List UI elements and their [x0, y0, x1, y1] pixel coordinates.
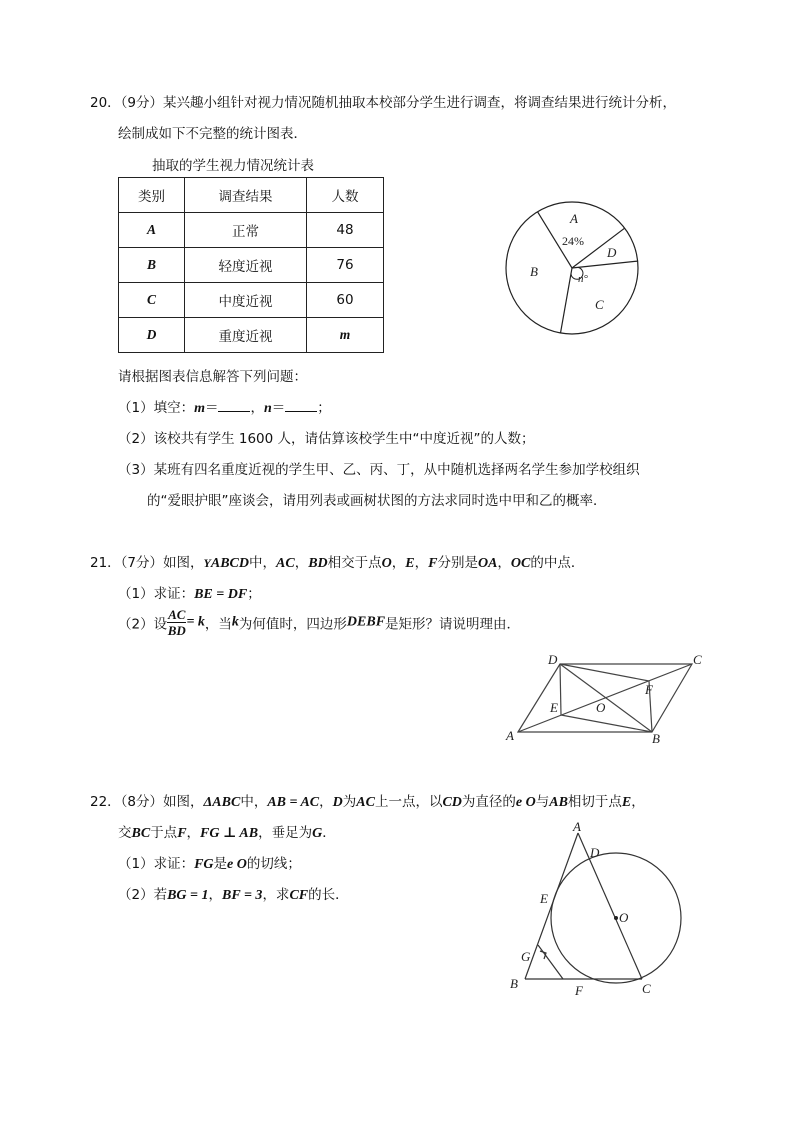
math: DEBF — [346, 614, 386, 630]
row-cat: A — [119, 213, 185, 248]
math: AC — [276, 556, 295, 571]
diagonal-bd — [560, 664, 652, 732]
q22-text: 中， — [240, 794, 268, 810]
math: BF = 3 — [222, 888, 263, 903]
q21-text: 为何值时，四边形 — [238, 616, 347, 633]
q21-text: ，当 — [204, 616, 232, 633]
pie-pct-a: 24% — [562, 234, 584, 248]
eq-sign: ＝ — [204, 400, 219, 416]
label-o: O — [619, 910, 629, 925]
q20-line2: 绘制成如下不完整的统计图表． — [118, 126, 307, 142]
q21-text: ； — [247, 586, 261, 602]
pie-label-d: D — [607, 245, 617, 260]
label-c: C — [693, 652, 702, 667]
q21-text: 相交于点 — [327, 555, 382, 571]
q21-text: ， — [414, 555, 429, 571]
q21-sub1 — [118, 582, 261, 603]
pie-label-n: n° — [578, 273, 588, 285]
blank-m[interactable] — [218, 399, 250, 412]
math: CD — [442, 795, 462, 810]
math: F — [428, 556, 438, 571]
table-header-row — [119, 178, 384, 213]
math: = k — [186, 614, 205, 630]
math: G — [312, 826, 323, 841]
label-f: F — [645, 682, 653, 697]
math: AC — [356, 795, 375, 810]
q21-text: 分别是 — [437, 555, 478, 571]
q20-sub3-line1: （3）某班有四名重度近视的学生甲、乙、丙、丁，从中随机选择两名学生参加学校组织 — [118, 462, 640, 478]
q22-text: ， — [208, 887, 223, 903]
q20-sub1 — [118, 396, 331, 417]
right-angle-mark — [540, 951, 546, 959]
q22-text: 22．（8分）如图， — [90, 794, 204, 810]
row-count: 60 — [307, 283, 384, 318]
q22-text: 的长． — [308, 887, 349, 903]
q22-sub1 — [118, 852, 301, 873]
row-count: 76 — [307, 248, 384, 283]
label-a: A — [573, 819, 581, 834]
pie-divider-dc — [572, 261, 638, 268]
row-result: 中度近视 — [185, 283, 307, 318]
parallelogram-symbol: Y — [203, 556, 211, 570]
math: D — [332, 795, 343, 810]
q21-text: （2）设 — [118, 616, 168, 633]
q20-line1: 20．（9分）某兴趣小组针对视力情况随机抽取本校部分学生进行调查，将调查结果进行统计分析， — [90, 95, 677, 111]
row-cat: B — [119, 248, 185, 283]
q22-text: 为 — [342, 794, 357, 810]
q22-line2 — [118, 821, 336, 842]
label-e: E — [540, 891, 548, 906]
row-result: 轻度近视 — [185, 248, 307, 283]
row-cat: D — [119, 318, 185, 353]
q21-text: 的中点． — [530, 555, 585, 571]
frac-denominator: BD — [167, 623, 186, 638]
header-category: 类别 — [119, 178, 185, 213]
q22-text: ． — [322, 825, 336, 841]
header-count: 人数 — [307, 178, 384, 213]
pie-chart — [500, 198, 646, 338]
q21-line1 — [90, 551, 584, 572]
q22-text: ，求 — [262, 887, 290, 903]
math: FG — [194, 857, 214, 872]
frac-numerator: AC — [168, 607, 186, 622]
math: F — [177, 826, 187, 841]
var-n: n — [263, 401, 272, 416]
math: BG = 1 — [167, 888, 209, 903]
row-count: m — [307, 318, 384, 353]
math: OA — [477, 556, 498, 571]
row-result: 正常 — [185, 213, 307, 248]
q21-text: ， — [391, 555, 406, 571]
row-result: 重度近视 — [185, 318, 307, 353]
q22-text: 上一点，以 — [374, 794, 443, 810]
label-g: G — [521, 949, 531, 964]
parallelogram-figure — [500, 652, 712, 747]
q21-text: （1）求证： — [118, 586, 195, 602]
label-d: D — [548, 652, 558, 667]
q22-text: ， — [631, 794, 645, 810]
q22-text: 交 — [118, 825, 132, 841]
segment-de — [560, 664, 561, 715]
math: e O — [515, 795, 536, 810]
q20-sub2: （2）该校共有学生 1600 人，请估算该校学生中“中度近视”的人数； — [118, 431, 535, 447]
table-row — [119, 283, 384, 318]
math: FG ⊥ AB — [200, 826, 259, 841]
sep: ， — [250, 400, 264, 416]
math: AB = AC — [267, 795, 320, 810]
q22-text: 的切线； — [246, 856, 301, 872]
stat-table — [118, 177, 384, 353]
math: E — [405, 556, 415, 571]
label-a: A — [506, 728, 514, 743]
q21-text: ， — [294, 555, 309, 571]
q21-text: 21．（7分）如图， — [90, 555, 204, 571]
table-row — [119, 248, 384, 283]
fraction-ac-bd — [167, 607, 186, 638]
label-b: B — [510, 976, 518, 991]
math: AB — [549, 795, 568, 810]
circle-triangle-figure — [500, 815, 700, 1000]
math: O — [381, 556, 392, 571]
q21-sub2 — [118, 607, 520, 638]
eq-sign: ＝ — [271, 400, 286, 416]
math: e O — [227, 857, 247, 872]
blank-n[interactable] — [285, 399, 317, 412]
pie-label-c: C — [595, 297, 604, 312]
side-ab — [525, 833, 578, 979]
segment-df — [560, 664, 649, 681]
q22-text: （1）求证： — [118, 856, 195, 872]
pie-label-b: B — [530, 264, 538, 279]
segment-eb — [561, 715, 652, 732]
q22-text: 为直径的 — [461, 794, 516, 810]
math: E — [621, 795, 632, 810]
math: BC — [131, 826, 151, 841]
table-row — [119, 213, 384, 248]
math: ABCD — [210, 556, 249, 571]
q22-text: ， — [319, 794, 333, 810]
q22-text: ， — [186, 825, 201, 841]
math: BD — [308, 556, 328, 571]
var-m: m — [194, 401, 205, 416]
pie-label-a: A — [570, 211, 578, 226]
math: BE = DF — [194, 587, 248, 602]
table-row — [119, 318, 384, 353]
q22-text: （2）若 — [118, 887, 168, 903]
row-count: 48 — [307, 213, 384, 248]
q22-text: 于点 — [150, 825, 178, 841]
label-d: D — [590, 845, 600, 860]
row-cat: C — [119, 283, 185, 318]
label-b: B — [652, 731, 660, 746]
table-title: 抽取的学生视力情况统计表 — [152, 158, 314, 174]
label-f: F — [575, 983, 583, 998]
q20-prompt: 请根据图表信息解答下列问题： — [118, 369, 307, 385]
q20-sub3-line2: 的“爱眼护眼”座谈会，请用列表或画树状图的方法求同时选中甲和乙的概率． — [147, 493, 607, 509]
header-result: 调查结果 — [185, 178, 307, 213]
q22-text: 与 — [535, 794, 550, 810]
label-c: C — [642, 981, 651, 996]
q22-text: 相切于点 — [567, 794, 622, 810]
q22-text: 是 — [213, 856, 228, 872]
sub1-prefix: （1）填空： — [118, 400, 195, 416]
q21-text: 是矩形？请说明理由． — [385, 616, 521, 633]
center-dot — [614, 916, 618, 920]
pie-divider-cb — [561, 268, 573, 333]
math: OC — [510, 556, 531, 571]
q22-text: ，垂足为 — [258, 825, 313, 841]
end-punct: ； — [317, 400, 331, 416]
math: k — [231, 614, 239, 630]
label-o: O — [596, 700, 606, 715]
q21-text: ， — [497, 555, 511, 571]
q22-line1 — [90, 790, 645, 811]
q22-sub2 — [118, 883, 349, 904]
q21-text: 中， — [249, 555, 276, 571]
label-e: E — [550, 700, 558, 715]
math: ΔABC — [203, 795, 241, 810]
math: CF — [289, 888, 309, 903]
